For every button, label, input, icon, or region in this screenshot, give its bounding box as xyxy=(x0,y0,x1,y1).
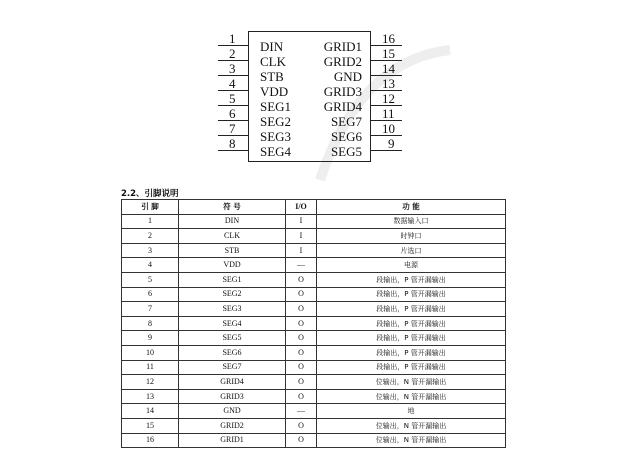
table-row xyxy=(122,287,506,302)
table-row xyxy=(122,360,506,375)
pin-number-cell: 3 xyxy=(122,243,179,258)
pin-number: 1 xyxy=(229,31,236,46)
pin-number-cell: 4 xyxy=(122,258,179,273)
pin-number: 12 xyxy=(382,91,395,106)
pin-number: 16 xyxy=(382,31,395,46)
section-title: 2.2、引脚说明 xyxy=(121,189,179,199)
table-row xyxy=(122,302,506,317)
symbol-cell: SEG1 xyxy=(179,272,286,287)
pin-name: VDD xyxy=(260,84,289,99)
function-cell: 位输出，N 管开漏输出 xyxy=(317,418,506,433)
pin-number-cell: 5 xyxy=(122,272,179,287)
pin-name: SEG2 xyxy=(260,114,292,129)
io-cell: O xyxy=(286,433,317,448)
pin-name: CLK xyxy=(260,54,286,69)
pin-number: 13 xyxy=(382,76,395,91)
pin-number: 6 xyxy=(229,106,236,121)
pin-name: SEG6 xyxy=(330,129,362,144)
table-row xyxy=(122,375,506,390)
pin-name: STB xyxy=(260,69,284,84)
pin-name: SEG5 xyxy=(330,144,362,159)
table-row xyxy=(122,345,506,360)
function-cell: 地 xyxy=(317,404,506,419)
pin-line-9 xyxy=(371,150,402,151)
pin-number: 5 xyxy=(229,91,236,106)
io-cell: — xyxy=(286,404,317,419)
table-header-row xyxy=(122,200,506,215)
pin-number: 11 xyxy=(382,106,395,121)
symbol-cell: GRID2 xyxy=(179,418,286,433)
io-cell: O xyxy=(286,287,317,302)
table-row xyxy=(122,243,506,258)
pin-number: 2 xyxy=(229,46,236,61)
pin-name: GRID2 xyxy=(323,54,362,69)
function-cell: 段输出，P 管开漏输出 xyxy=(317,360,506,375)
io-cell: I xyxy=(286,229,317,244)
symbol-cell: DIN xyxy=(179,214,286,229)
pin-name: GRID3 xyxy=(323,84,362,99)
io-cell: O xyxy=(286,389,317,404)
symbol-cell: SEG6 xyxy=(179,345,286,360)
pin-number-cell: 15 xyxy=(122,418,179,433)
pin-number-cell: 2 xyxy=(122,229,179,244)
pin-name: GND xyxy=(333,69,362,84)
symbol-cell: GRID1 xyxy=(179,433,286,448)
symbol-cell: GRID4 xyxy=(179,375,286,390)
pin-name: SEG3 xyxy=(260,129,292,144)
io-cell: I xyxy=(286,243,317,258)
pin-number: 10 xyxy=(382,121,395,136)
pin-number-cell: 10 xyxy=(122,345,179,360)
pin-name: GRID4 xyxy=(323,99,362,114)
table-row xyxy=(122,214,506,229)
symbol-cell: SEG4 xyxy=(179,316,286,331)
table-row xyxy=(122,272,506,287)
pin-name: SEG1 xyxy=(260,99,292,114)
symbol-cell: SEG7 xyxy=(179,360,286,375)
function-cell: 时钟口 xyxy=(317,229,506,244)
header-symbol: 符 号 xyxy=(179,200,286,215)
pin-number: 4 xyxy=(229,76,236,91)
header-function: 功 能 xyxy=(317,200,506,215)
io-cell: O xyxy=(286,360,317,375)
function-cell: 数据输入口 xyxy=(317,214,506,229)
pin-number-cell: 13 xyxy=(122,389,179,404)
pin-number: 8 xyxy=(229,136,236,151)
io-cell: I xyxy=(286,214,317,229)
pin-number: 14 xyxy=(382,61,395,76)
pin-number-cell: 16 xyxy=(122,433,179,448)
pin-number-cell: 14 xyxy=(122,404,179,419)
table-body xyxy=(122,214,506,448)
table-row xyxy=(122,258,506,273)
io-cell: O xyxy=(286,418,317,433)
function-cell: 位输出，N 管开漏输出 xyxy=(317,375,506,390)
function-cell: 片选口 xyxy=(317,243,506,258)
io-cell: O xyxy=(286,331,317,346)
pin-number-cell: 6 xyxy=(122,287,179,302)
header-pin: 引 脚 xyxy=(122,200,179,215)
io-cell: O xyxy=(286,302,317,317)
header-io: I/O xyxy=(286,200,317,215)
table-row xyxy=(122,389,506,404)
function-cell: 段输出，P 管开漏输出 xyxy=(317,302,506,317)
function-cell: 电源 xyxy=(317,258,506,273)
function-cell: 段输出，P 管开漏输出 xyxy=(317,345,506,360)
pin-number-cell: 7 xyxy=(122,302,179,317)
symbol-cell: SEG3 xyxy=(179,302,286,317)
symbol-cell: VDD xyxy=(179,258,286,273)
table-row xyxy=(122,331,506,346)
symbol-cell: SEG5 xyxy=(179,331,286,346)
pin-number: 7 xyxy=(229,121,236,136)
io-cell: O xyxy=(286,345,317,360)
function-cell: 位输出，N 管开漏输出 xyxy=(317,433,506,448)
io-cell: O xyxy=(286,375,317,390)
symbol-cell: SEG2 xyxy=(179,287,286,302)
io-cell: O xyxy=(286,316,317,331)
pin-number: 9 xyxy=(388,136,395,151)
pin-name: SEG7 xyxy=(330,114,362,129)
function-cell: 段输出，P 管开漏输出 xyxy=(317,287,506,302)
pin-number-cell: 11 xyxy=(122,360,179,375)
symbol-cell: CLK xyxy=(179,229,286,244)
function-cell: 段输出，P 管开漏输出 xyxy=(317,272,506,287)
pin-description-table xyxy=(121,199,506,448)
pin-name: DIN xyxy=(260,39,284,54)
table-row xyxy=(122,316,506,331)
table-row xyxy=(122,418,506,433)
pin-name: GRID1 xyxy=(323,39,362,54)
io-cell: O xyxy=(286,272,317,287)
pin-number-cell: 9 xyxy=(122,331,179,346)
pin-name: SEG4 xyxy=(260,144,292,159)
symbol-cell: GND xyxy=(179,404,286,419)
pin-number: 15 xyxy=(382,46,395,61)
pin-number: 3 xyxy=(229,61,236,76)
symbol-cell: STB xyxy=(179,243,286,258)
table-row xyxy=(122,229,506,244)
function-cell: 段输出，P 管开漏输出 xyxy=(317,316,506,331)
pin-number-cell: 8 xyxy=(122,316,179,331)
table-row xyxy=(122,433,506,448)
pin-number-cell: 12 xyxy=(122,375,179,390)
pin-number-cell: 1 xyxy=(122,214,179,229)
io-cell: — xyxy=(286,258,317,273)
function-cell: 段输出，P 管开漏输出 xyxy=(317,331,506,346)
function-cell: 位输出，N 管开漏输出 xyxy=(317,389,506,404)
symbol-cell: GRID3 xyxy=(179,389,286,404)
table-row xyxy=(122,404,506,419)
